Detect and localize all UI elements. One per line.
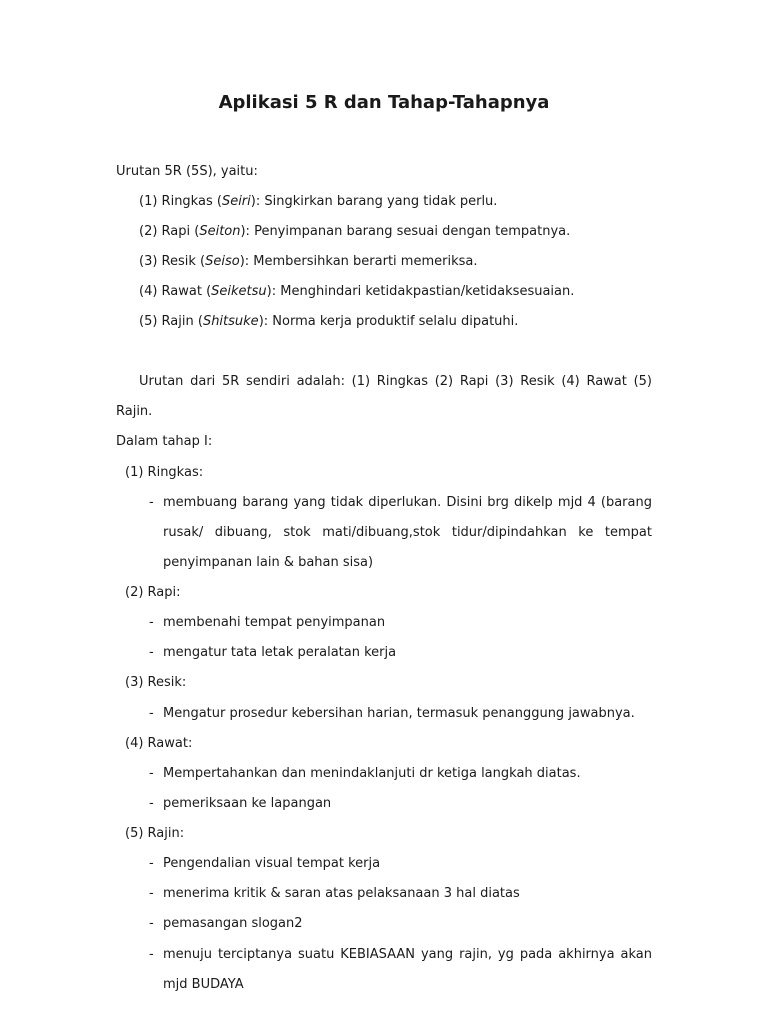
bullet-dash: -	[149, 886, 154, 901]
stage-heading: Dalam tahap I:	[116, 434, 213, 449]
item-label: (4) Rawat (	[139, 284, 212, 299]
bullet-text: menuju terciptanya suatu KEBIASAAN yang rajin, yg pada akhirnya akan	[163, 947, 652, 962]
section-heading-resik: (3) Resik:	[125, 675, 187, 690]
item-desc: ): Membersihkan berarti memeriksa.	[239, 254, 478, 269]
item-desc: ): Norma kerja produktif selalu dipatuhi.	[258, 314, 519, 329]
bullet-text: menerima kritik & saran atas pelaksanaan 3 hal diatas	[163, 886, 520, 901]
bullet-text: Mempertahankan dan menindaklanjuti dr ketiga langkah diatas.	[163, 766, 581, 781]
bullet-dash: -	[149, 615, 154, 630]
item-term: Seiso	[205, 254, 240, 269]
item-desc: ): Singkirkan barang yang tidak perlu.	[250, 194, 498, 209]
item-desc: ): Menghindari ketidakpastian/ketidaksesuaian.	[266, 284, 575, 299]
bullet-dash: -	[149, 856, 154, 871]
item-term: Seiketsu	[211, 284, 267, 299]
bullet-dash: -	[149, 916, 154, 931]
list-item-rajin	[139, 312, 518, 332]
item-term: Seiton	[199, 224, 241, 239]
bullet-dash: -	[149, 766, 154, 781]
bullet-text: pemasangan slogan2	[163, 916, 303, 931]
list-item-rapi	[139, 222, 570, 242]
bullet-text: penyimpanan lain & bahan sisa)	[163, 555, 374, 570]
section-heading-rapi: (2) Rapi:	[125, 585, 181, 600]
item-label: (3) Resik (	[139, 254, 206, 269]
item-term: Seiri	[221, 194, 251, 209]
item-label: (2) Rapi (	[139, 224, 200, 239]
bullet-dash: -	[149, 645, 154, 660]
section-heading-ringkas: (1) Ringkas:	[125, 465, 204, 480]
item-term: Shitsuke	[202, 314, 259, 329]
section-heading-rajin: (5) Rajin:	[125, 826, 185, 841]
list-item-rawat	[139, 282, 574, 302]
bullet-dash: -	[149, 495, 154, 510]
bullet-text: Pengendalian visual tempat kerja	[163, 856, 381, 871]
bullet-text: membenahi tempat penyimpanan	[163, 615, 386, 630]
order-paragraph-line2: Rajin.	[116, 404, 153, 419]
bullet-text: membuang barang yang tidak diperlukan. Disini brg dikelp mjd 4 (barang	[163, 495, 652, 510]
bullet-dash: -	[149, 947, 154, 962]
bullet-text: rusak/ dibuang, stok mati/dibuang,stok tidur/dipindahkan ke tempat	[163, 525, 652, 540]
bullet-text: mjd BUDAYA	[163, 977, 244, 992]
order-paragraph-line1: Urutan dari 5R sendiri adalah: (1) Ringkas (2) Rapi (3) Resik (4) Rawat (5)	[139, 374, 652, 389]
list-item-ringkas	[139, 192, 497, 212]
section-heading-rawat: (4) Rawat:	[125, 736, 193, 751]
bullet-text: mengatur tata letak peralatan kerja	[163, 645, 397, 660]
bullet-text: pemeriksaan ke lapangan	[163, 796, 332, 811]
list-item-resik	[139, 252, 477, 272]
item-label: (1) Ringkas (	[139, 194, 222, 209]
bullet-dash: -	[149, 796, 154, 811]
page-title: Aplikasi 5 R dan Tahap-Tahapnya	[218, 92, 550, 113]
intro-text: Urutan 5R (5S), yaitu:	[116, 164, 258, 179]
bullet-dash: -	[149, 706, 154, 721]
bullet-text: Mengatur prosedur kebersihan harian, termasuk penanggung jawabnya.	[163, 706, 635, 721]
item-desc: ): Penyimpanan barang sesuai dengan tempatnya.	[240, 224, 571, 239]
item-label: (5) Rajin (	[139, 314, 203, 329]
